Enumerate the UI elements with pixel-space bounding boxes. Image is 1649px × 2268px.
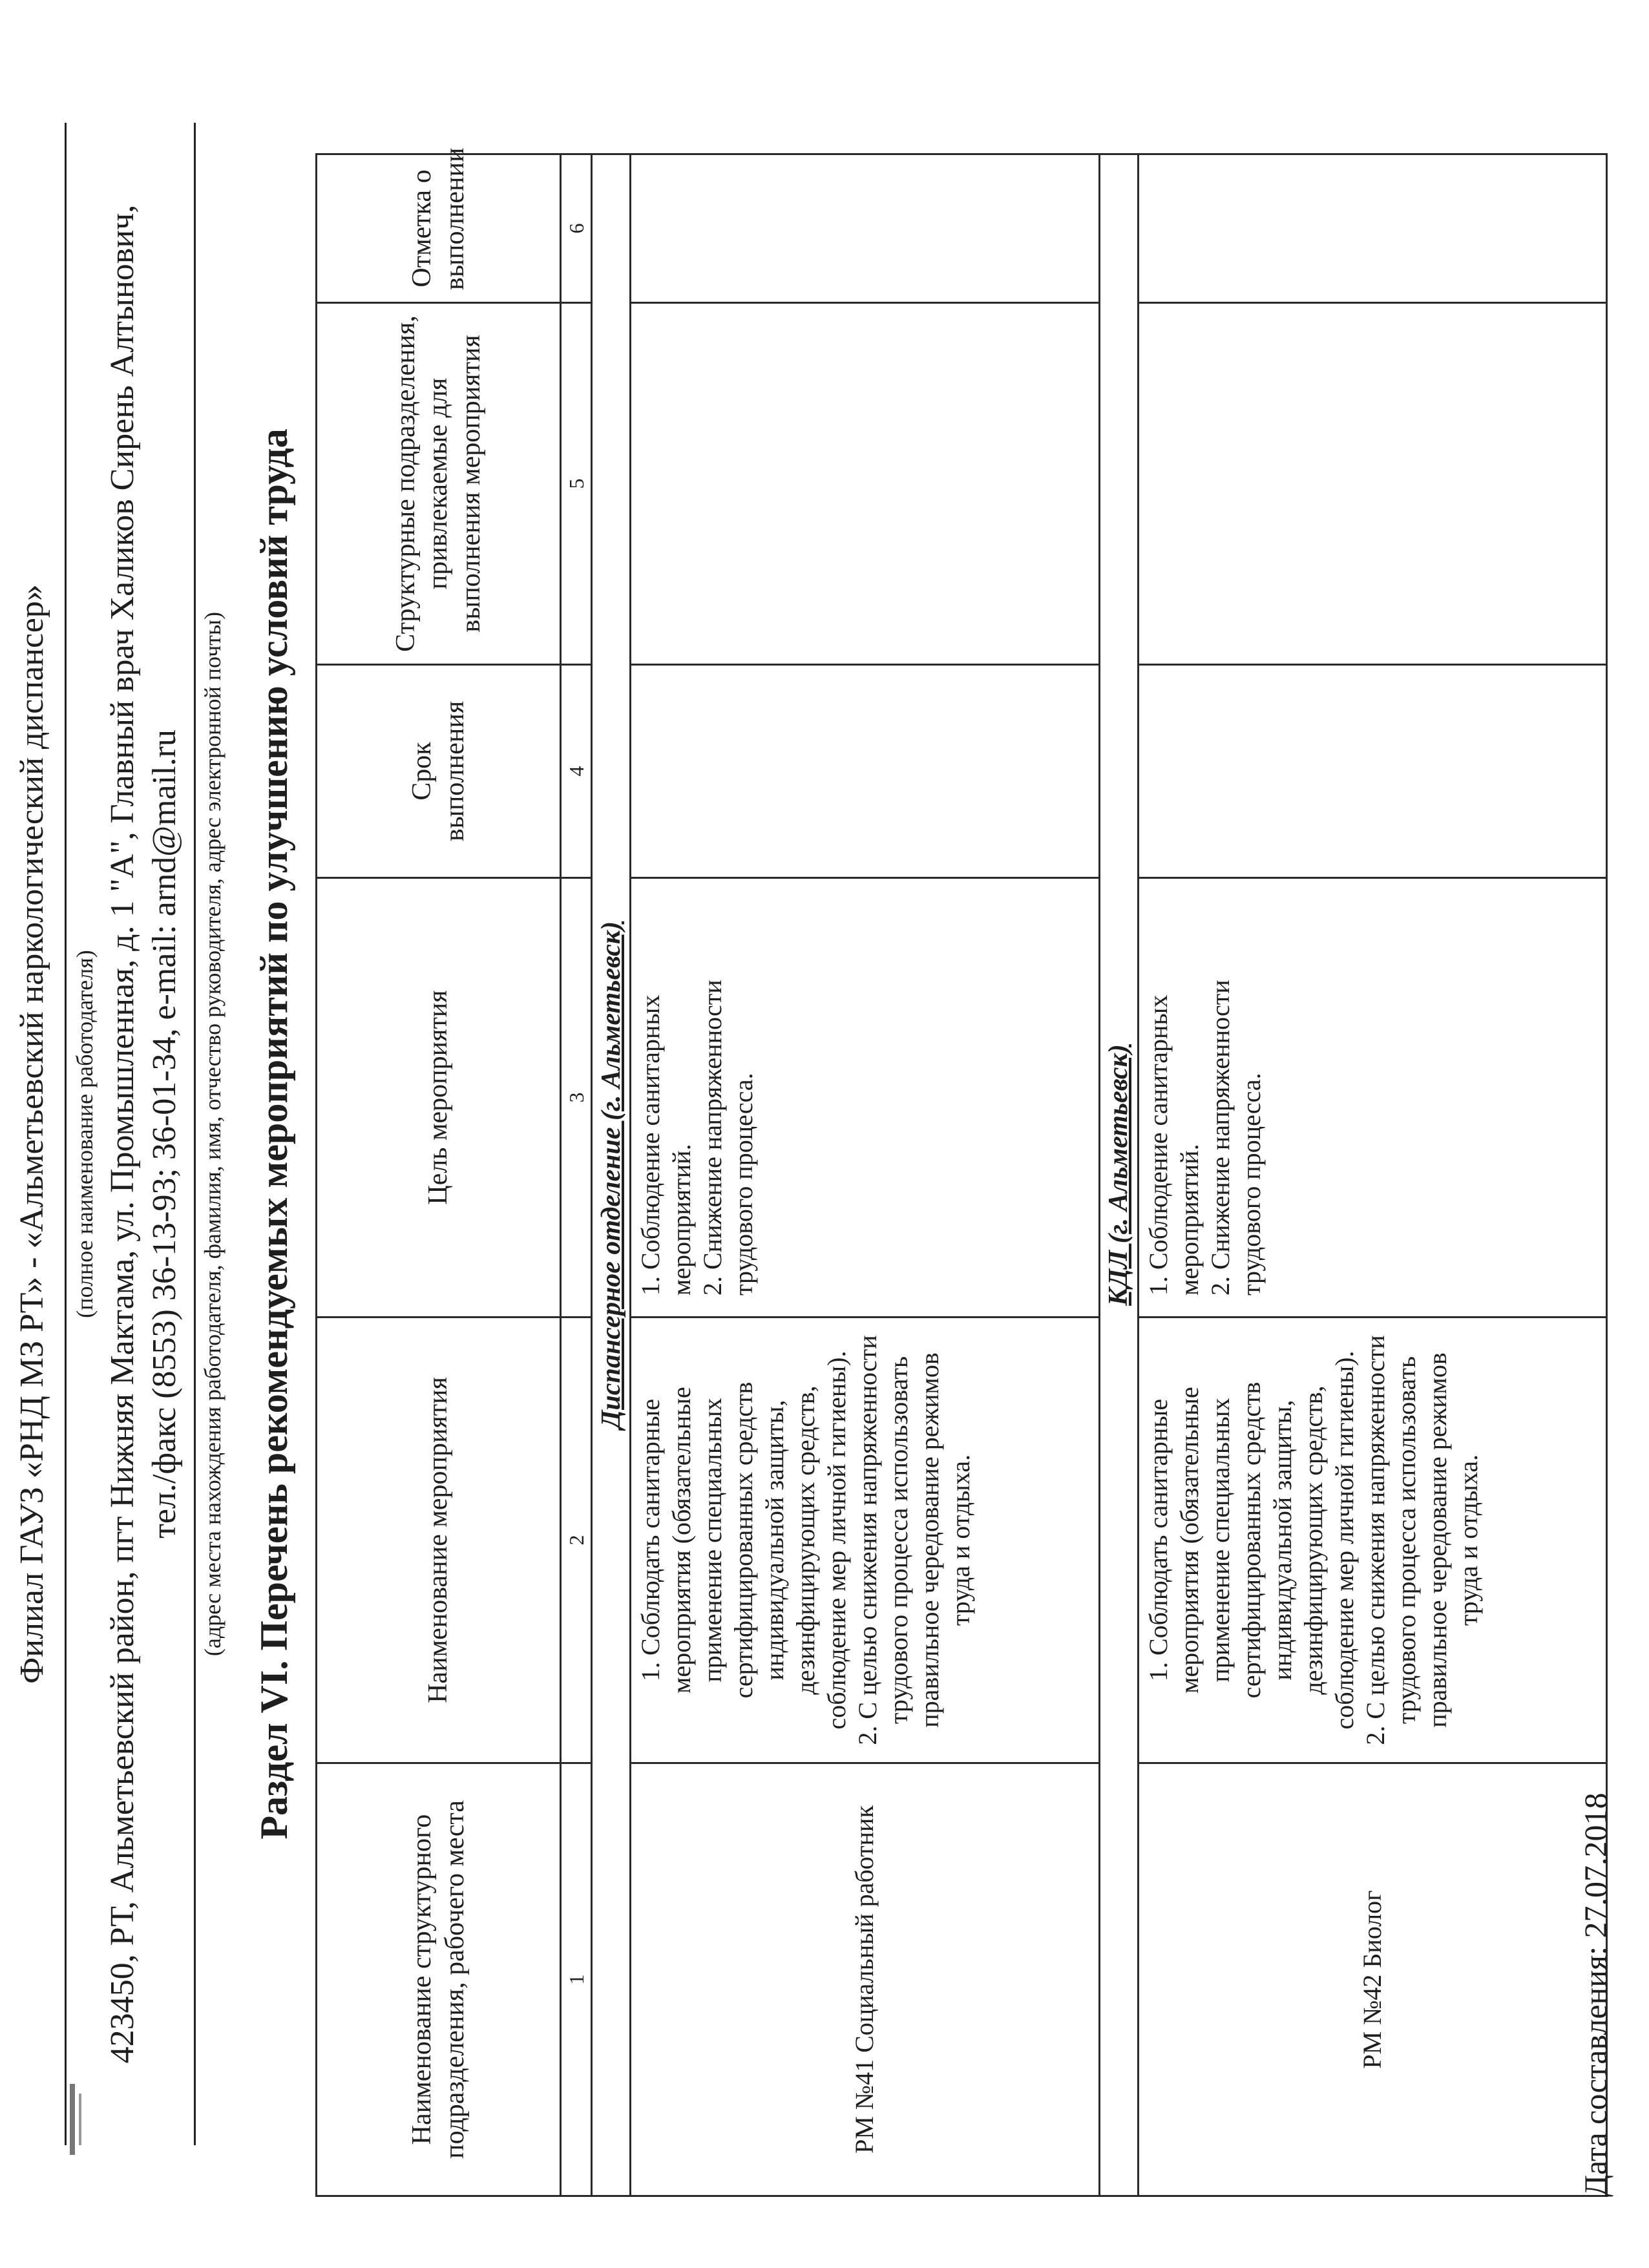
measure-item: 1. Соблюдать санитарные мероприятия (обязательные применение специальных сертифицированных средств индивидуальной защиты, дезинфицирующих средств, соблюдение мер личной гигиены). — [1143, 1350, 1359, 1730]
underline-rule — [65, 123, 67, 2145]
column-number: 5 — [561, 303, 592, 665]
measure-item: 1. Соблюдать санитарные мероприятия (обязательные применение специальных сертифицированных средств индивидуальной защиты, дезинфицирующих средств, соблюдение мер личной гигиены). — [636, 1350, 852, 1730]
section-name: КДЛ (г. Альметьевск) — [1099, 154, 1138, 2196]
column-number: 2 — [561, 1318, 592, 1763]
column-header: Отметка о выполнении — [317, 154, 561, 303]
column-number: 1 — [561, 1763, 592, 2196]
section-row — [1099, 154, 1138, 2196]
goal-cell — [1138, 878, 1606, 1318]
units-cell — [631, 303, 1099, 665]
goal-item: 1. Соблюдение санитарных мероприятий. — [636, 994, 697, 1296]
goal-item: 2. Снижение напряженности трудового процесса. — [698, 980, 759, 1296]
column-header: Структурные подразделения, привлекаемые для выполнения мероприятия — [317, 303, 561, 665]
measures-table — [315, 147, 1608, 2197]
measure-cell — [631, 1318, 1099, 1763]
org-name: Филиал ГАУЗ «РНД МЗ РТ» - «Альметьевский наркологический диспансер» — [14, 584, 50, 1684]
section-row — [592, 154, 631, 2196]
column-number-row — [561, 154, 592, 2196]
goal-item: 2. Снижение напряженности трудового процесса. — [1205, 980, 1266, 1296]
deadline-cell — [1138, 665, 1606, 878]
table-header-row — [317, 154, 561, 2196]
table-row — [1138, 154, 1606, 2196]
measure-cell — [1138, 1318, 1606, 1763]
measure-item: 2. С целью снижения напряженности трудового процесса использовать правильное чередование режимов труда и отдыха. — [1360, 1335, 1483, 1745]
contact-line: тел./факс (8553) 36-13-93; 36-01-34, e-mail: arnd@mail.ru — [146, 730, 183, 1538]
column-header: Цель мероприятия — [317, 878, 561, 1318]
section-title: Раздел VI. Перечень рекомендуемых мероприятий по улучшению условий труда — [253, 428, 295, 1840]
goal-cell — [631, 878, 1099, 1318]
underline-rule — [194, 123, 196, 2145]
goal-item: 1. Соблюдение санитарных мероприятий. — [1143, 994, 1204, 1296]
mark-cell — [1138, 154, 1606, 303]
workplace-cell: РМ №41 Социальный работник — [631, 1763, 1099, 2196]
workplace-cell: РМ №42 Биолог — [1138, 1763, 1606, 2196]
mark-cell — [631, 154, 1099, 303]
org-caption: (полное наименование работодателя) — [72, 950, 98, 1318]
date-line: Дата составления: 27.07.2018 — [1577, 1792, 1613, 2197]
column-header: Наименование структурного подразделения, рабочего места — [317, 1763, 561, 2196]
table-row — [631, 154, 1099, 2196]
measure-item: 2. С целью снижения напряженности трудового процесса использовать правильное чередование режимов труда и отдыха. — [853, 1335, 976, 1745]
column-header: Наименование мероприятия — [317, 1318, 561, 1763]
column-number: 4 — [561, 665, 592, 878]
deadline-cell — [631, 665, 1099, 878]
section-name: Диспансерное отделение (г. Альметьевск) — [592, 154, 631, 2196]
column-number: 3 — [561, 878, 592, 1318]
address-caption: (адрес места нахождения работодателя, фамилия, имя, отчество руководителя, адрес электронной почты) — [200, 611, 226, 1657]
address-line: 423450, РТ, Альметьевский район, пгт Нижняя Мактама, ул. Промышленная, д. 1 "А", Главный врач Халиков Сирень Алтынович, — [104, 204, 141, 2064]
column-header: Срок выполнения — [317, 665, 561, 878]
column-number: 6 — [561, 154, 592, 303]
units-cell — [1138, 303, 1606, 665]
